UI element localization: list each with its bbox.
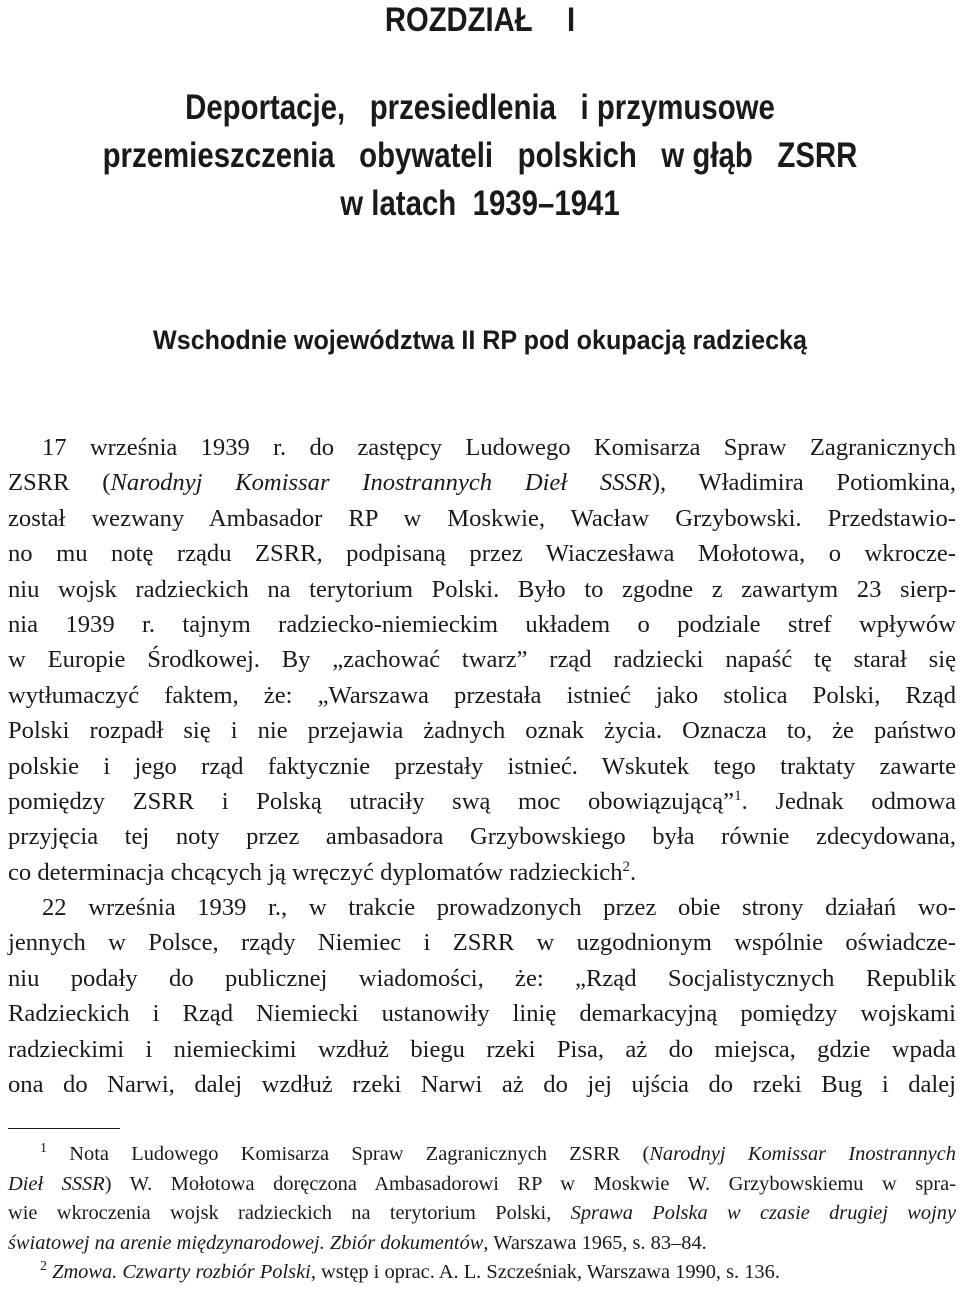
italic-phrase: Narodnyj Komissar Inostrannych Dieł SSSR — [110, 469, 652, 497]
body-line: w Europie Środkowej. By „zachować twarz” rząd radziecki napaść tę starał się — [8, 646, 956, 674]
footnote-ref-1[interactable]: 1 — [734, 787, 742, 804]
section-heading: Wschodnie województwa II RP pod okupacją radziecką — [153, 325, 807, 355]
footnote-1-line: $^1$ Nota Ludowego Komisarza Spraw Zagranicznych ZSRR (Narodnyj Komissar Inostrannych — [40, 1141, 956, 1165]
body-text — [8, 430, 956, 1102]
body-line: został wezwany Ambasador RP w Moskwie, Wacław Grzybowski. Przedstawio- — [8, 504, 956, 532]
footnote-ref-2[interactable]: 2 — [622, 858, 631, 875]
footnote-2-line: $^2$ Zmowa. Czwarty rozbiór Polski, wstęp i oprac. A. L. Szcześniak, Warszawa 1990, s. 136. — [40, 1259, 780, 1283]
body-line: Radzieckich i Rząd Niemiecki ustanowiły linię demarkacyjną pomiędzy wojskami — [8, 1000, 956, 1028]
body-line: ZSRR (Narodnyj Komissar Inostrannych Dieł SSSR), Władimira Potiomkina, — [8, 469, 956, 497]
footnote-number-1: 1 — [40, 1141, 47, 1156]
body-line: co determinacja chcących ją wręczyć dyplomatów radzieckich$^2$. — [8, 858, 637, 886]
body-line: polskie i jego rząd faktycznie przestały istnieć. Wskutek tego traktaty zawarte — [8, 752, 956, 780]
footnote-divider — [8, 1128, 120, 1129]
chapter-heading — [67, 0, 893, 40]
footnote-1-line: wie wkroczenia wojsk radzieckich na terytorium Polski, Sprawa Polska w czasie drugiej wojny — [8, 1202, 956, 1224]
footnote-1-line: światowej na arenie międzynarodowej. Zbiór dokumentów, Warszawa 1965, s. 83–84. — [8, 1231, 707, 1254]
body-line: pomiędzy ZSRR i Polską utraciły swą moc obowiązującą”$^1$. Jednak odmowa — [8, 787, 956, 815]
title-line-3: w latach 1939–1941 — [340, 184, 620, 223]
footnote-number-2: 2 — [40, 1259, 47, 1274]
body-line: niu wojsk radzieckich na terytorium Polski. Było to zgodne z zawartym 23 sierp- — [8, 575, 956, 603]
chapter-title — [77, 84, 883, 228]
title-line-1: Deportacje, przesiedlenia i przymusowe — [185, 88, 775, 127]
body-line: Polski rozpadł się i nie przejawia żadnych oznak życia. Oznacza to, że państwo — [8, 717, 956, 745]
body-line: no mu notę rządu ZSRR, podpisaną przez Wiaczesława Mołotowa, o wkrocze- — [8, 540, 956, 568]
footnotes — [8, 1140, 956, 1288]
chapter-word: ROZDZIAŁ — [384, 1, 533, 39]
body-line: ona do Narwi, dalej wzdłuż rzeki Narwi aż do jej ujścia do rzeki Bug i dalej — [8, 1071, 956, 1099]
body-line: niu podały do publicznej wiadomości, że: „Rząd Socjalistycznych Republik — [8, 964, 956, 992]
body-line: wytłumaczyć faktem, że: „Warszawa przestała istnieć jako stolica Polski, Rząd — [8, 681, 956, 709]
chapter-number: I — [567, 1, 576, 39]
body-line: jennych w Polsce, rządy Niemiec i ZSRR w uzgodnionym wspólnie oświadcze- — [8, 929, 956, 957]
body-line: 17 września 1939 r. do zastępcy Ludowego Komisarza Spraw Zagranicznych — [42, 434, 956, 461]
title-line-2: przemieszczenia obywateli polskich w głąb ZSRR — [102, 136, 858, 175]
body-line: nia 1939 r. tajnym radziecko-niemieckim układem o podziale stref wpływów — [8, 610, 956, 638]
body-line: 22 września 1939 r., w trakcie prowadzonych przez obie strony działań wo- — [42, 894, 956, 922]
footnote-1-line: Dieł SSSR) W. Mołotowa doręczona Ambasadorowi RP w Moskwie W. Grzybowskiemu w spra- — [8, 1172, 956, 1195]
body-line: radzieckimi i niemieckimi wzdłuż biegu rzeki Pisa, aż do miejsca, gdzie wpada — [8, 1035, 956, 1063]
body-line: przyjęcia tej noty przez ambasadora Grzybowskiego była równie zdecydowana, — [8, 823, 956, 851]
